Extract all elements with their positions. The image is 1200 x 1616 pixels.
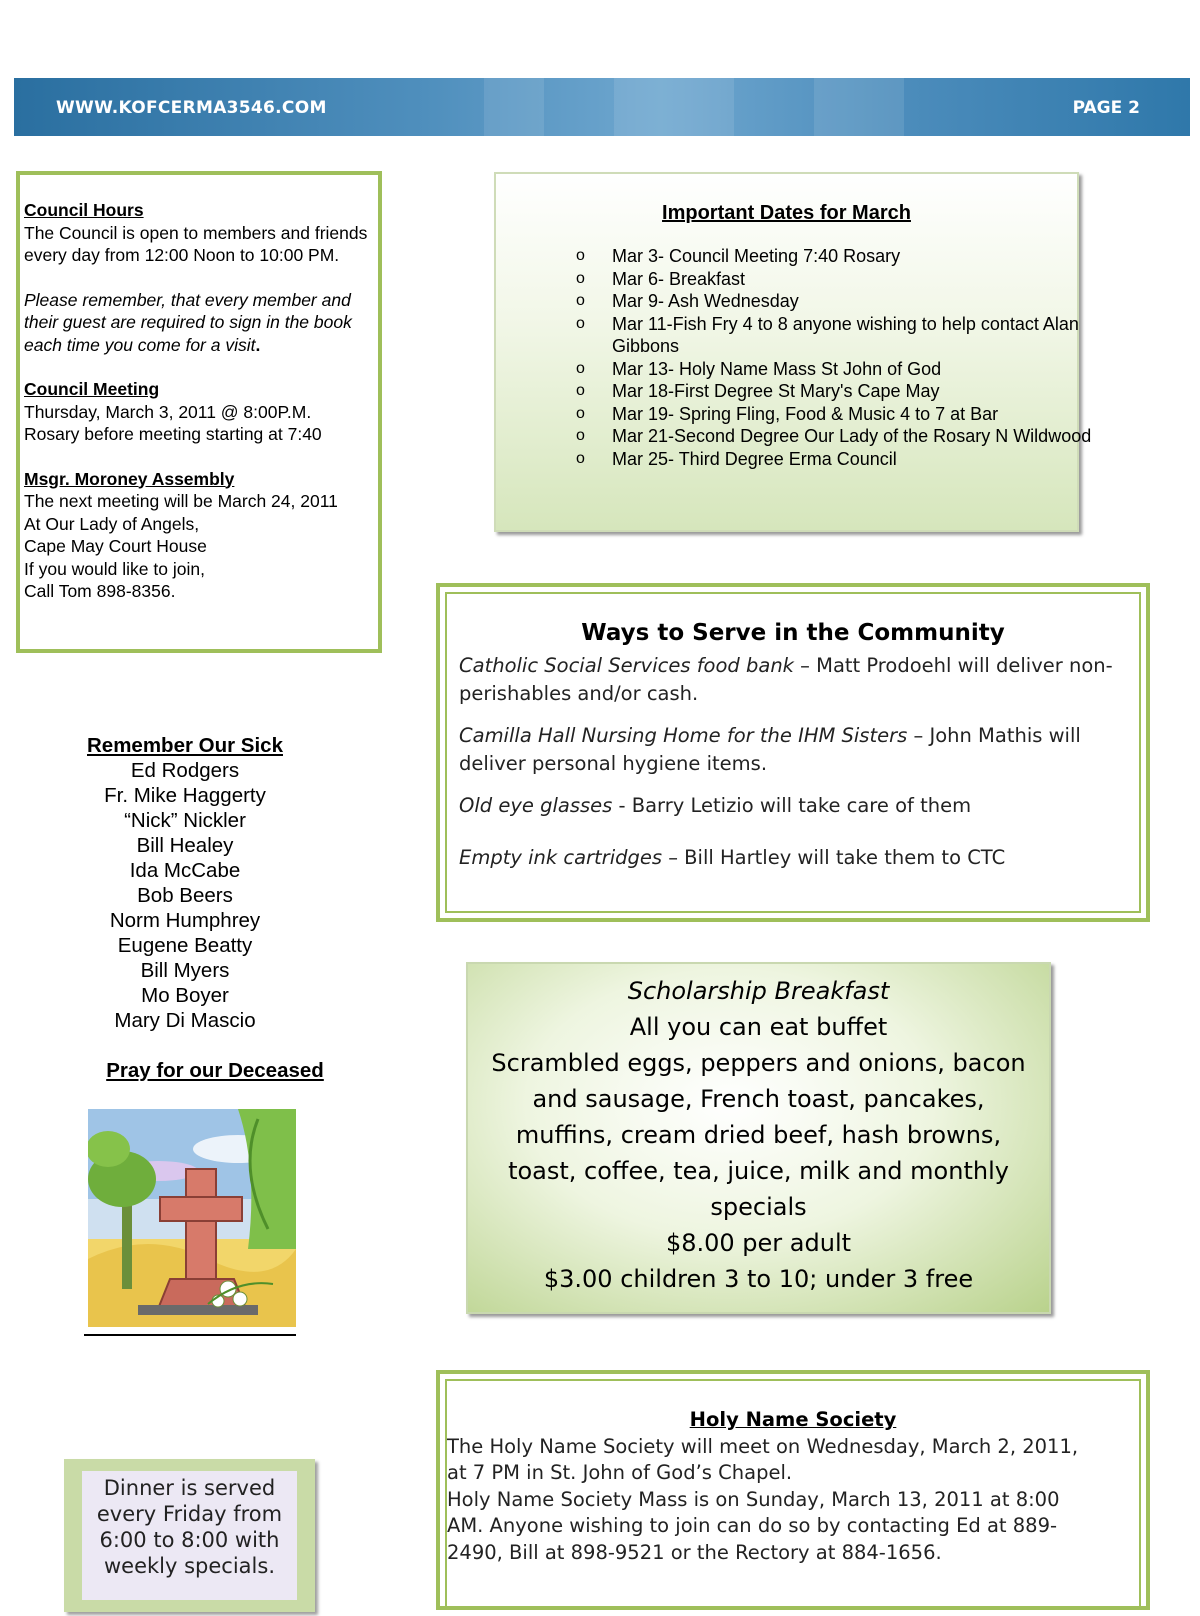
pray-deceased-heading: Pray for our Deceased [106,1059,324,1082]
divider [84,1334,296,1336]
council-info-box [16,171,382,653]
dinner-callout [64,1459,315,1612]
scholarship-breakfast-box [466,962,1051,1314]
list-item: o Mar 25- Third Degree Erma Council [576,448,1092,471]
serve-item: Catholic Social Services food bank – Matt Prodoehl will deliver non-perishables and/or cash. [459,654,1113,705]
remember-sick-list [40,733,330,1033]
holy-name-society-box [436,1370,1150,1610]
important-dates-title: Important Dates for March [662,202,911,224]
list-item: “Nick” Nickler [124,809,246,832]
breakfast-title: Scholarship Breakfast [627,977,890,1005]
list-item: o Mar 6- Breakfast [576,268,1092,291]
list-item: o Mar 13- Holy Name Mass St John of God [576,358,1092,381]
breakfast-line: toast, coffee, tea, juice, milk and monthly [508,1157,1009,1185]
assembly-line: If you would like to join, [24,558,205,579]
remember-sick-heading: Remember Our Sick [87,734,283,757]
breakfast-line: muffins, cream dried beef, hash browns, [515,1121,1002,1149]
list-item: Fr. Mike Haggerty [104,784,266,807]
breakfast-line: All you can eat buffet [629,1013,888,1041]
list-item: Bill Myers [140,959,230,982]
cross-memorial-icon [88,1109,296,1327]
important-dates-list [496,245,1092,470]
dinner-line: every Friday from [96,1502,283,1526]
ways-to-serve-title: Ways to Serve in the Community [581,620,1005,646]
list-item: Ida McCabe [129,859,241,882]
list-item: Bill Healey [136,834,234,857]
list-item: Mo Boyer [141,984,229,1007]
holy-name-line: The Holy Name Society will meet on Wednesday, March 2, 2011, [447,1434,1079,1458]
council-hours-text: The Council is open to members and friends every day from 12:00 Noon to 10:00 PM. [24,222,368,265]
banner-decoration [484,78,544,136]
list-item: o Mar 19- Spring Fling, Food & Music 4 to 7 at Bar [576,403,1092,426]
council-meeting-date: Thursday, March 3, 2011 @ 8:00P.M. [24,401,312,422]
holy-name-line: AM. Anyone wishing to join can do so by contacting Ed at 889- [447,1514,1058,1537]
page-number: PAGE 2 [1072,98,1140,118]
holy-name-line: at 7 PM in St. John of God’s Chapel. [447,1461,793,1484]
assembly-line: Cape May Court House [24,536,207,556]
list-item: Eugene Beatty [117,934,253,957]
assembly-line: At Our Lady of Angels, [24,513,200,534]
dinner-line: Dinner is served [103,1476,276,1500]
list-item: o Mar 21-Second Degree Our Lady of the Rosary N Wildwood [576,425,1092,448]
dinner-line: 6:00 to 8:00 with [99,1528,280,1552]
serve-item: Old eye glasses - Barry Letizio will take care of them [459,794,972,817]
assembly-heading: Msgr. Moroney Assembly [24,468,235,489]
breakfast-line: specials [710,1193,807,1221]
dinner-line: weekly specials. [103,1554,275,1578]
list-item: Norm Humphrey [109,909,261,932]
breakfast-line: $8.00 per adult [665,1229,852,1257]
list-item: o Mar 9- Ash Wednesday [576,290,1092,313]
council-hours-heading: Council Hours [24,200,144,220]
website-url[interactable]: WWW.KOFCERMA3546.COM [56,98,327,118]
sign-in-reminder: Please remember, that every member and their guest are required to sign in the book each time you come for a visit. [24,289,352,355]
important-dates-box [494,172,1092,532]
list-item: Ed Rodgers [130,759,240,782]
list-item: o Mar 3- Council Meeting 7:40 Rosary [576,245,1092,268]
breakfast-line: $3.00 children 3 to 10; under 3 free [543,1265,974,1293]
assembly-line: Call Tom 898-8356. [24,581,176,601]
holy-name-line: 2490, Bill at 898-9521 or the Rectory at 884-1656. [447,1540,942,1564]
holy-name-title: Holy Name Society [689,1408,897,1431]
breakfast-line: Scrambled eggs, peppers and onions, bacon [491,1049,1026,1077]
banner-decoration [814,78,904,136]
ways-to-serve-box [436,583,1150,922]
banner-decoration [614,78,734,136]
serve-item: Camilla Hall Nursing Home for the IHM Sisters – John Mathis will deliver personal hygiene items. [459,724,1081,775]
holy-name-line: Holy Name Society Mass is on Sunday, March 13, 2011 at 8:00 [447,1487,1060,1511]
assembly-line: The next meeting will be March 24, 2011 [24,491,338,511]
council-meeting-heading: Council Meeting [24,379,160,399]
header-banner [14,78,1190,136]
list-item: Bob Beers [137,884,233,907]
list-item: o Mar 18-First Degree St Mary's Cape May [576,380,1092,403]
breakfast-line: and sausage, French toast, pancakes, [532,1085,985,1113]
list-item: o Mar 11-Fish Fry 4 to 8 anyone wishing to help contact Alan Gibbons [576,313,1092,358]
serve-item: Empty ink cartridges – Bill Hartley will take them to CTC [459,846,1006,869]
council-meeting-rosary: Rosary before meeting starting at 7:40 [24,424,322,444]
list-item: Mary Di Mascio [114,1009,256,1032]
